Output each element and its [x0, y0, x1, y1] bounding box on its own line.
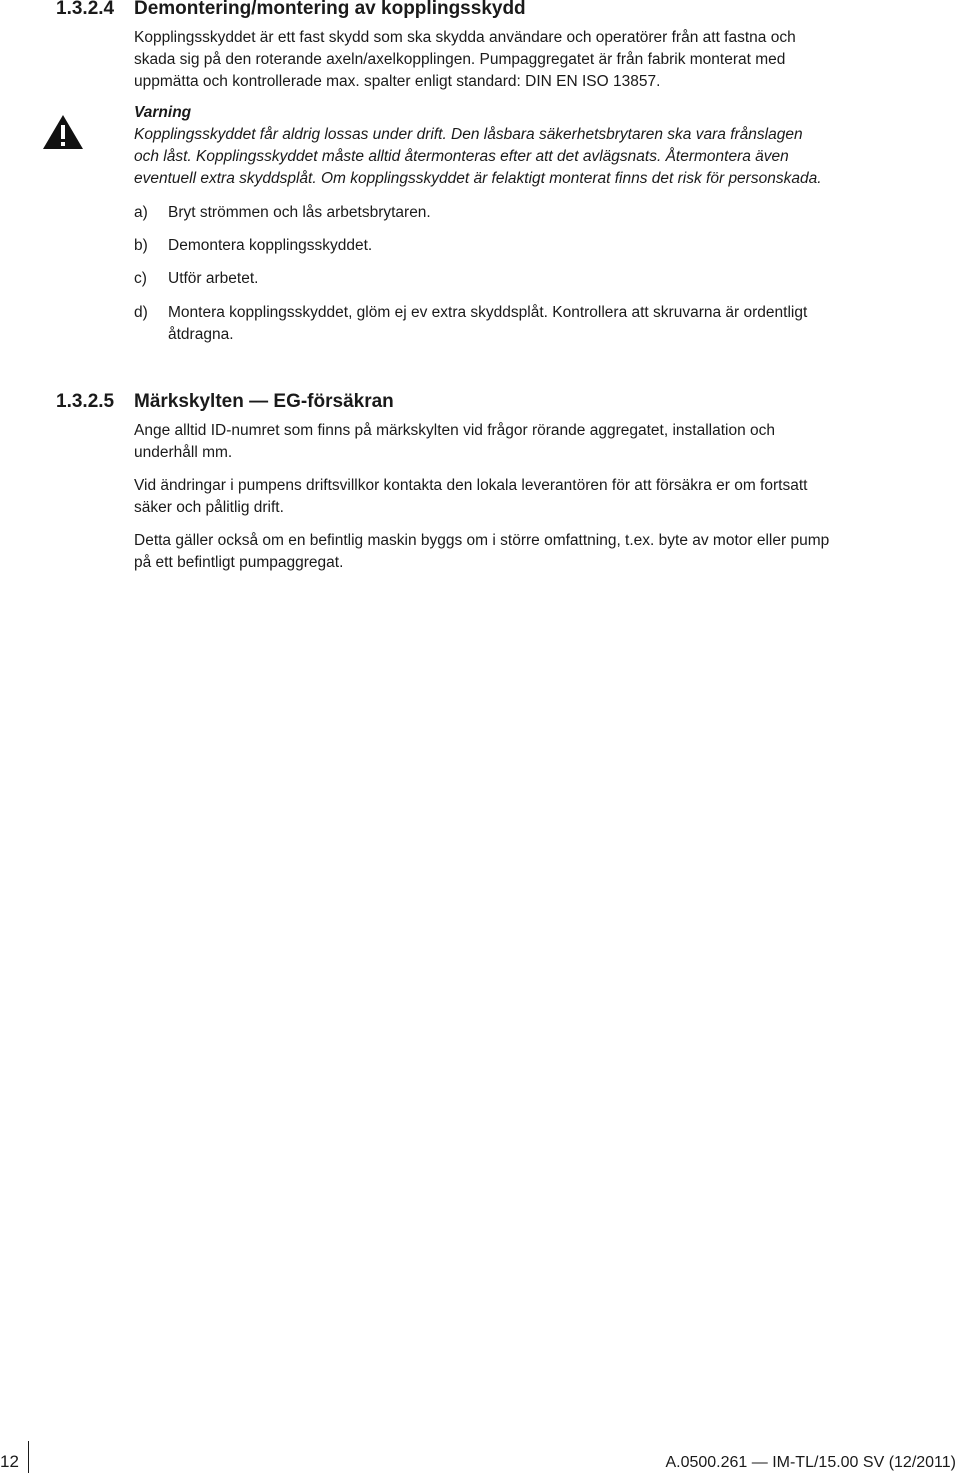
section-title: Demontering/montering av kopplingsskydd	[134, 0, 526, 19]
warning-triangle-icon	[42, 114, 84, 150]
document-code: A.0500.261 — IM-TL/15.00 SV (12/2011)	[665, 1454, 956, 1471]
list-marker: c)	[134, 270, 147, 287]
section-title: Märkskylten — EG-försäkran	[134, 391, 394, 412]
list-text: Utför arbetet.	[168, 270, 259, 287]
text-line: och låst. Kopplingsskyddet måste alltid återmonteras efter att det avlägsnats. Återmontera även	[134, 148, 789, 165]
paragraph	[134, 530, 894, 574]
text-line: underhåll mm.	[134, 444, 233, 461]
text-line: Kopplingsskyddet är ett fast skydd som ska skydda användare och operatörer från att fastna och	[134, 29, 796, 46]
text-line: på ett befintligt pumpaggregat.	[134, 554, 344, 571]
footer-divider	[28, 1441, 29, 1473]
intro-paragraph	[134, 27, 894, 93]
list-text	[168, 302, 908, 346]
section-number: 1.3.2.5	[56, 391, 115, 412]
text-line: Montera kopplingsskyddet, glöm ej ev extra skyddsplåt. Kontrollera att skruvarna är ordentligt	[168, 304, 808, 321]
text-line: Detta gäller också om en befintlig maskin byggs om i större omfattning, t.ex. byte av motor eller pump	[134, 532, 830, 549]
paragraph	[134, 420, 894, 464]
section-number: 1.3.2.4	[56, 0, 115, 19]
list-marker: a)	[134, 204, 148, 221]
text-line: åtdragna.	[168, 326, 234, 343]
warning-text	[134, 124, 914, 190]
text-line: Vid ändringar i pumpens driftsvillkor kontakta den lokala leverantören för att försäkra er om fortsatt	[134, 477, 808, 494]
text-line: uppmätta och kontrollerade max. spalter enligt standard: DIN EN ISO 13857.	[134, 73, 661, 90]
text-line: säker och pålitlig drift.	[134, 499, 284, 516]
list-text: Demontera kopplingsskyddet.	[168, 237, 373, 254]
list-text: Bryt strömmen och lås arbetsbrytaren.	[168, 204, 431, 221]
text-line: Ange alltid ID-numret som finns på märkskylten vid frågor rörande aggregatet, installation och	[134, 422, 775, 439]
text-line: eventuell extra skyddsplåt. Om kopplingsskyddet är felaktigt monterat finns det risk för personskada.	[134, 170, 822, 187]
page-number: 12	[0, 1452, 19, 1471]
paragraph	[134, 475, 894, 519]
warning-title: Varning	[134, 104, 192, 121]
text-line: Kopplingsskyddet får aldrig lossas under drift. Den låsbara säkerhetsbrytaren ska vara frånslagen	[134, 126, 803, 143]
text-line: skada sig på den roterande axeln/axelkopplingen. Pumpaggregatet är från fabrik monterat med	[134, 51, 786, 68]
list-marker: d)	[134, 304, 148, 321]
list-marker: b)	[134, 237, 148, 254]
